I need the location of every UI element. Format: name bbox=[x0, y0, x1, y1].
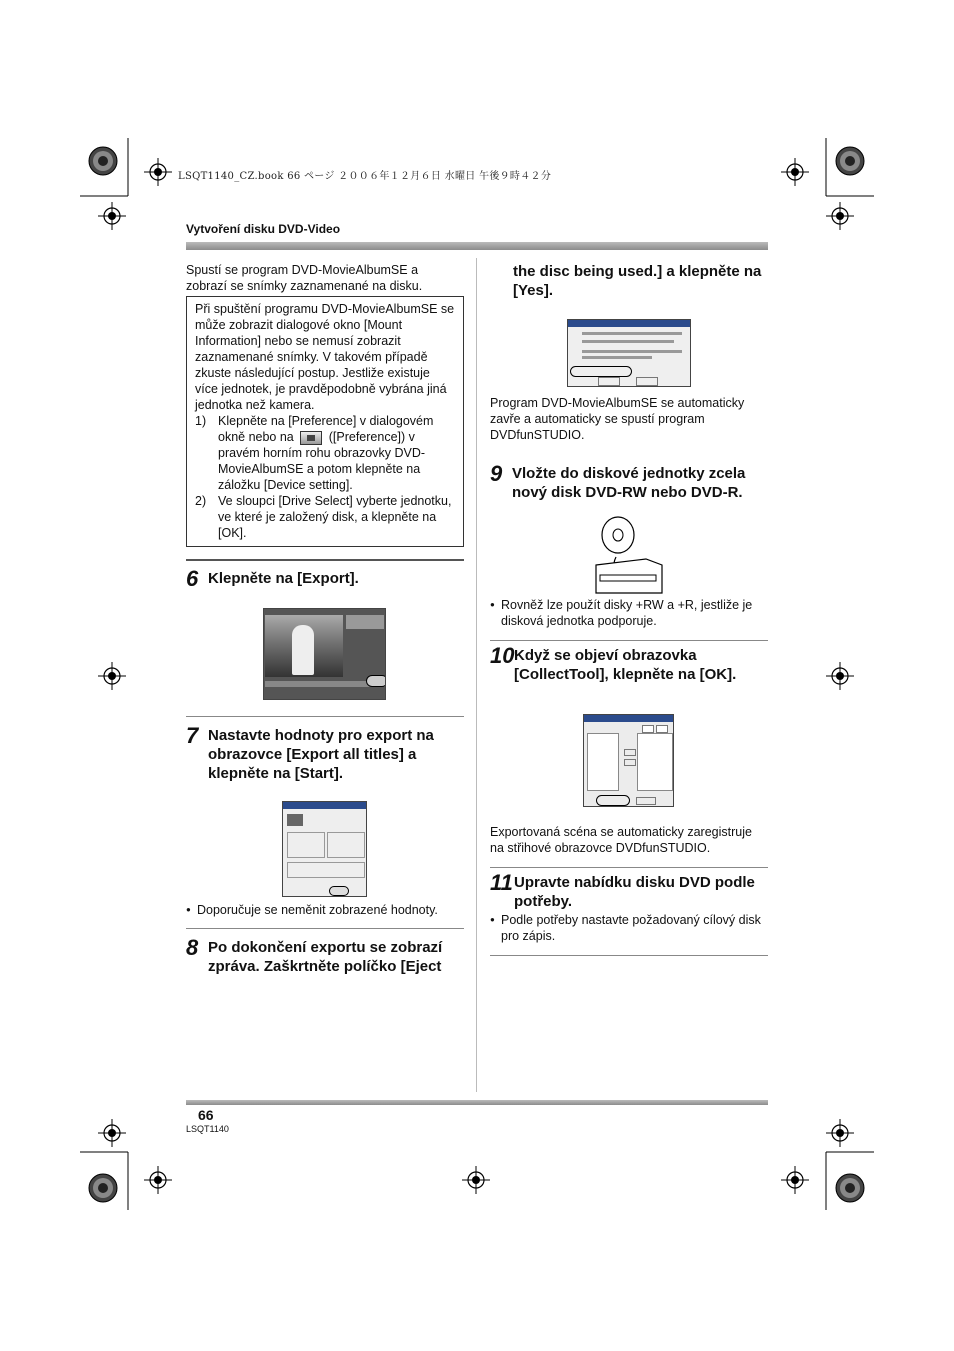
file-info-line: LSQT1140_CZ.book 66 ページ ２００６年１２月６日 水曜日 午後９時４２分 bbox=[178, 171, 552, 182]
header-bar bbox=[186, 242, 768, 250]
rule bbox=[490, 867, 768, 868]
column-divider bbox=[476, 258, 477, 1092]
disc-icon bbox=[602, 517, 634, 553]
step-10: 10 Když se objeví obrazovka [CollectTool], klepněte na [OK]. bbox=[490, 643, 737, 683]
rule bbox=[490, 955, 768, 956]
note-item-2: 2) Ve sloupci [Drive Select] vyberte jednotku, ve které je založený disk, a klepněte na [OK]. bbox=[195, 494, 452, 540]
after-step-10-text: Exportovaná scéna se automaticky zaregistruje na střihové obrazovce DVDfunSTUDIO. bbox=[490, 825, 752, 855]
rule bbox=[186, 559, 464, 561]
step-11-note: ● Podle potřeby nastavte požadovaný cílový disk pro zápis. bbox=[490, 913, 761, 943]
intro-text: Spustí se program DVD-MovieAlbumSE a zobrazí se snímky zaznamenané na disku. bbox=[186, 263, 423, 293]
page-number: 66 bbox=[198, 1107, 214, 1123]
after-step-8-text: Program DVD-MovieAlbumSE se automaticky zavře a automaticky se spustí program DVDfunSTUDIO. bbox=[490, 396, 745, 442]
export-all-titles-screenshot bbox=[282, 801, 367, 897]
footer-bar bbox=[186, 1100, 768, 1105]
export-screenshot bbox=[263, 608, 386, 700]
step-7: 7 Nastavte hodnoty pro export na obrazovce [Export all titles] a klepněte na [Start]. bbox=[186, 723, 434, 782]
rule bbox=[186, 928, 464, 929]
eject-dialog-screenshot bbox=[567, 319, 691, 387]
disc-drive-illustration bbox=[586, 513, 666, 597]
step-8-continued: the disc being used.] a klepněte na [Yes]. bbox=[513, 263, 762, 299]
rule bbox=[186, 716, 464, 717]
note-item-1: 1) Klepněte na [Preference] v dialogovém okně nebo na ([Preference]) v pravém horním rohu obrazovky DVD-MovieAlbumSE a potom klepněte na záložku [Device setting]. bbox=[195, 414, 434, 492]
step-9: 9 Vložte do diskové jednotky zcela nový disk DVD-RW nebo DVD-R. bbox=[490, 461, 746, 501]
note-text: Při spuštění programu DVD-MovieAlbumSE se může zobrazit dialogové okno [Mount Information] nebo se nemusí zobrazit zaznamenané snímky. V takovém případě zkuste následující postup. Jestliže existuje více jednotek, je pravděpodobně vybrána jiná jednotka než kamera. bbox=[195, 302, 455, 412]
rule bbox=[490, 640, 768, 641]
disc-drive-icon bbox=[596, 559, 662, 593]
step-11: 11 Upravte nabídku disku DVD podle potřeby. bbox=[490, 870, 755, 910]
document-code: LSQT1140 bbox=[186, 1124, 229, 1134]
preference-icon bbox=[300, 431, 322, 445]
note-box bbox=[186, 296, 464, 547]
step-6: 6 Klepněte na [Export]. bbox=[186, 566, 359, 591]
step-9-note: ● Rovněž lze použít disky +RW a +R, jestliže je disková jednotka podporuje. bbox=[490, 598, 753, 628]
step-8: 8 Po dokončení exportu se zobrazí zpráva. Zaškrtněte políčko [Eject bbox=[186, 935, 443, 975]
collecttool-screenshot bbox=[583, 714, 674, 807]
section-title: Vytvoření disku DVD-Video bbox=[186, 222, 341, 236]
step-7-note: ● Doporučuje se neměnit zobrazené hodnoty. bbox=[186, 903, 438, 917]
